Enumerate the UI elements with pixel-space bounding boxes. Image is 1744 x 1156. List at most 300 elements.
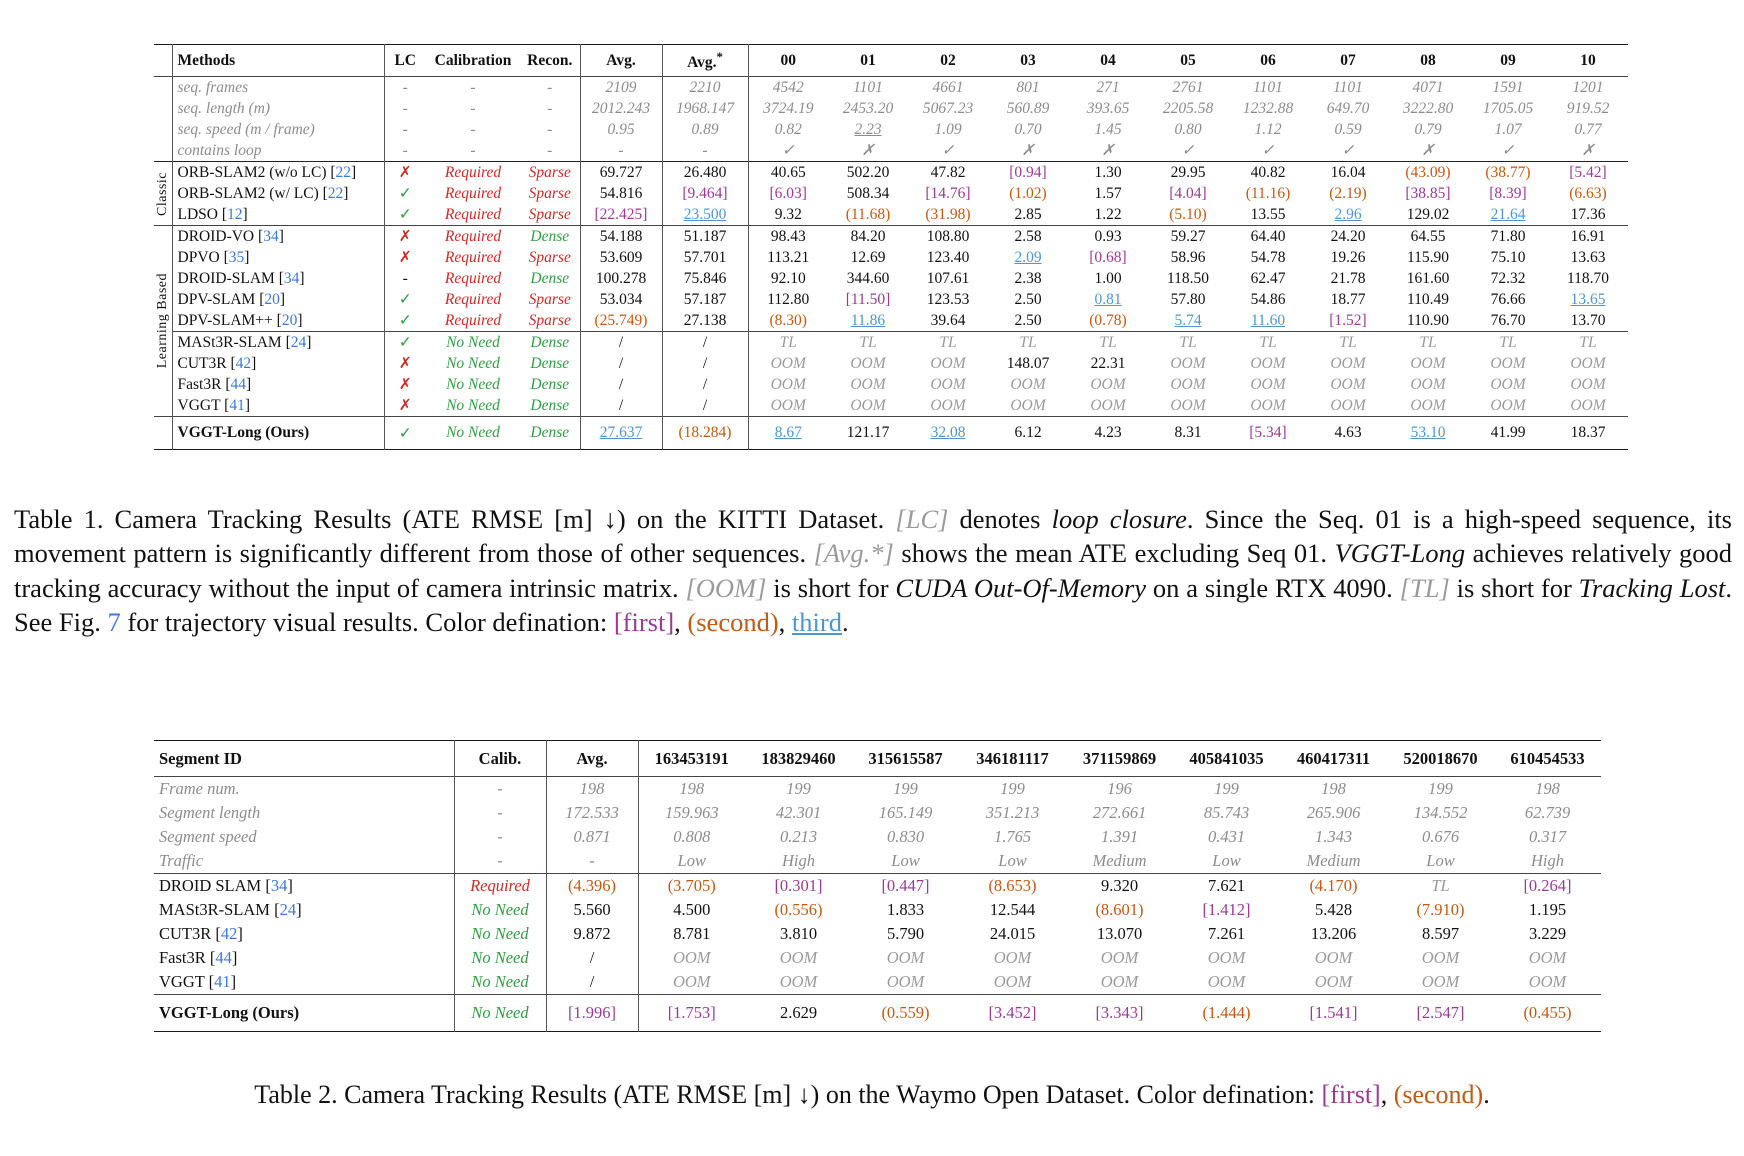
value-cell: 8.67: [748, 417, 828, 450]
value-cell: 198: [1280, 777, 1387, 802]
method-cell: VGGT [41]: [172, 395, 384, 417]
value-cell: 0.82: [774, 120, 802, 138]
col-header: 10: [1580, 51, 1596, 69]
value-cell: 113.21: [767, 248, 810, 266]
col-header: 346181117: [976, 748, 1049, 768]
value-cell: 172.533: [546, 801, 638, 825]
method-cell: Fast3R [44]: [172, 374, 384, 395]
value-cell: 2.629: [745, 995, 852, 1032]
citation-ref[interactable]: 44: [230, 375, 246, 393]
value-cell: -: [546, 849, 638, 874]
value-cell: Required: [426, 162, 520, 184]
col-header: Segment ID: [154, 741, 454, 777]
value-cell: 24.015: [989, 924, 1036, 943]
method-cell: VGGT [41]: [154, 970, 454, 995]
value-cell: Required: [444, 311, 502, 329]
method-name: DPVO: [177, 248, 220, 266]
value-cell: Required: [426, 226, 520, 248]
value-cell: OOM: [1410, 396, 1446, 414]
method-cell: CUT3R [42]: [172, 353, 384, 374]
method-cell: MASt3R-SLAM [24]: [154, 898, 454, 922]
value-cell: (1.02): [1009, 184, 1047, 202]
col-header: 02: [940, 51, 956, 69]
method-name: Fast3R: [159, 948, 206, 967]
value-cell: ✗: [398, 355, 412, 372]
value-cell: 0.213: [779, 827, 818, 846]
value-cell: 8.31: [1148, 417, 1228, 450]
value-cell: Sparse: [520, 183, 580, 204]
value-cell: 0.317: [1528, 827, 1567, 846]
method-name: DPV-SLAM++: [177, 311, 273, 329]
value-cell: (18.284): [662, 417, 748, 450]
value-cell: ✓: [1261, 142, 1275, 159]
value-cell: 54.816: [580, 183, 662, 204]
value-cell: -: [520, 140, 580, 162]
value-cell: No Need: [426, 417, 520, 450]
value-cell: 0.70: [1014, 120, 1042, 138]
method-name: VGGT: [159, 972, 205, 991]
method-name: VGGT-Long (Ours): [159, 1003, 300, 1022]
value-cell: OOM: [770, 354, 806, 372]
value-cell: OOM: [1207, 948, 1246, 967]
caption-link[interactable]: 7: [107, 607, 121, 638]
value-cell: [5.42]: [1548, 162, 1628, 184]
value-cell: No Need: [454, 922, 546, 946]
value-cell: 32.08: [908, 417, 988, 450]
value-cell: 198: [1494, 777, 1601, 802]
value-cell: 3.810: [779, 924, 818, 943]
table2-data-row: [154, 970, 1601, 995]
value-cell: 5.790: [886, 924, 925, 943]
method-name: MASt3R-SLAM: [177, 333, 282, 351]
info-label: Segment speed: [154, 825, 454, 849]
method-cell: Fast3R [44]: [154, 946, 454, 970]
value-cell: [0.264]: [1494, 874, 1601, 899]
value-cell: OOM: [1490, 354, 1526, 372]
value-cell: ✗: [1021, 142, 1035, 159]
value-cell: Required: [444, 290, 502, 308]
caption-text: achieves relatively good tracking accuracy without the input of camera intrinsic matrix.: [14, 538, 1732, 603]
value-cell: OOM: [1010, 375, 1046, 393]
table1-data-row: [154, 417, 1628, 450]
value-cell: 72.32: [1490, 269, 1526, 287]
citation-ref[interactable]: 22: [335, 163, 352, 181]
method-name: CUT3R: [177, 354, 227, 372]
caption-text: [first]: [613, 607, 675, 638]
value-cell: 134.552: [1413, 803, 1468, 822]
value-cell: 112.80: [767, 290, 810, 308]
citation-ref[interactable]: 35: [228, 248, 245, 266]
value-cell: 19.26: [1330, 248, 1366, 266]
value-cell: Dense: [520, 395, 580, 417]
value-cell: ✗: [1581, 142, 1595, 159]
value-cell: 54.86: [1250, 290, 1286, 308]
value-cell: 11.86: [850, 311, 886, 329]
value-cell: 54.78: [1250, 248, 1286, 266]
info-label: contains loop: [172, 140, 384, 162]
citation-ref[interactable]: 24: [279, 900, 297, 919]
value-cell: 1.57: [1094, 184, 1122, 202]
citation-ref[interactable]: 44: [215, 948, 232, 967]
value-cell: OOM: [1490, 375, 1526, 393]
value-cell: [38.85]: [1405, 184, 1451, 202]
table1-info-row: [154, 98, 1628, 119]
value-cell: OOM: [993, 972, 1032, 991]
value-cell: -: [402, 141, 408, 159]
value-cell: -: [454, 825, 546, 849]
value-cell: OOM: [1207, 972, 1246, 991]
value-cell: ✓: [1341, 142, 1355, 159]
value-cell: TL: [1148, 332, 1228, 354]
value-cell: (0.455): [1494, 995, 1601, 1032]
value-cell: ✓: [398, 185, 412, 202]
value-cell: TL: [1228, 332, 1308, 354]
value-cell: 0.80: [1174, 120, 1202, 138]
value-cell: 0.676: [1421, 827, 1460, 846]
value-cell: ✓: [398, 206, 412, 223]
col-header: Calib.: [454, 741, 546, 777]
value-cell: 11.60: [1250, 311, 1286, 329]
table1-caption: [14, 502, 1732, 640]
col-header: 08: [1420, 51, 1436, 69]
value-cell: 2.50: [1014, 290, 1042, 308]
value-cell: Required: [444, 248, 502, 266]
value-cell: OOM: [779, 948, 818, 967]
citation-ref[interactable]: 41: [214, 972, 231, 991]
method-cell: [172, 417, 384, 450]
value-cell: No Need: [454, 995, 546, 1032]
value-cell: 0.871: [546, 825, 638, 849]
value-cell: TL: [1387, 874, 1494, 899]
value-cell: 4.500: [673, 900, 711, 919]
value-cell: [0.447]: [852, 874, 959, 899]
table2-caption: [0, 1080, 1744, 1110]
method-cell: ORB-SLAM2 (w/ LC) [22]: [172, 183, 384, 204]
value-cell: 62.47: [1250, 269, 1286, 287]
method-cell: MASt3R-SLAM [24]: [172, 332, 384, 354]
citation-ref[interactable]: 20: [281, 311, 298, 329]
value-cell: TL: [988, 332, 1068, 354]
value-cell: 1232.88: [1242, 99, 1294, 117]
caption-text: (second): [1393, 1080, 1484, 1109]
citation-ref[interactable]: 42: [220, 924, 238, 943]
value-cell: 51.187: [662, 226, 748, 248]
value-cell: 393.65: [1086, 99, 1130, 117]
value-cell: OOM: [672, 948, 711, 967]
value-cell: 1.00: [1094, 269, 1122, 287]
value-cell: ✗: [861, 142, 875, 159]
value-cell: [8.39]: [1489, 184, 1527, 202]
value-cell: ✗: [398, 376, 412, 393]
value-cell: 75.10: [1490, 248, 1526, 266]
value-cell: 801: [988, 77, 1068, 99]
value-cell: ✓: [398, 312, 412, 329]
value-cell: 1.22: [1094, 205, 1122, 223]
value-cell: [11.50]: [845, 290, 891, 308]
caption-text: [LC]: [895, 504, 949, 534]
value-cell: -: [520, 98, 580, 119]
method-name: VGGT-Long (Ours): [177, 424, 310, 441]
value-cell: TL: [1468, 332, 1548, 354]
value-cell: 92.10: [770, 269, 806, 287]
value-cell: ✓: [1501, 142, 1515, 159]
value-cell: 42.301: [775, 803, 822, 822]
col-header: 03: [1020, 51, 1036, 69]
value-cell: 13.206: [1310, 924, 1357, 943]
citation-ref[interactable]: 22: [327, 184, 344, 202]
value-cell: /: [662, 395, 748, 417]
group-label: [154, 417, 172, 450]
value-cell: [6.03]: [769, 184, 807, 202]
value-cell: OOM: [672, 972, 711, 991]
citation-ref[interactable]: 41: [229, 396, 245, 414]
citation-ref[interactable]: 34: [283, 269, 300, 287]
value-cell: 62.739: [1524, 803, 1571, 822]
method-cell: LDSO [12]: [172, 204, 384, 226]
value-cell: 107.61: [926, 269, 970, 287]
value-cell: 1.833: [886, 900, 925, 919]
value-cell: 3724.19: [763, 99, 814, 117]
value-cell: 8.597: [1421, 924, 1460, 943]
value-cell: [3.343]: [1066, 995, 1173, 1032]
info-label: Segment length: [154, 801, 454, 825]
value-cell: [0.301]: [745, 874, 852, 899]
value-cell: 2210: [662, 77, 748, 99]
value-cell: (6.63): [1569, 184, 1607, 202]
value-cell: 58.96: [1170, 248, 1206, 266]
value-cell: Medium: [1092, 851, 1147, 870]
value-cell: 148.07: [1006, 354, 1050, 372]
value-cell: [3.452]: [959, 995, 1066, 1032]
method-cell: [154, 995, 454, 1032]
value-cell: OOM: [1570, 375, 1606, 393]
citation-ref[interactable]: 24: [290, 333, 307, 351]
value-cell: OOM: [1330, 396, 1366, 414]
kitti-results-table: [154, 44, 1628, 450]
value-cell: 76.66: [1490, 290, 1526, 308]
value-cell: 12.69: [850, 248, 886, 266]
value-cell: 13.70: [1570, 311, 1606, 329]
value-cell: OOM: [1410, 354, 1446, 372]
value-cell: 5.74: [1174, 311, 1202, 329]
value-cell: [1.52]: [1329, 311, 1367, 329]
value-cell: 199: [1173, 777, 1280, 802]
value-cell: 196: [1066, 777, 1173, 802]
value-cell: 59.27: [1148, 226, 1228, 248]
col-header: LC: [394, 51, 417, 69]
caption-link[interactable]: third: [791, 607, 842, 638]
value-cell: Dense: [520, 417, 580, 450]
value-cell: 76.70: [1490, 311, 1526, 329]
value-cell: 40.65: [748, 162, 828, 184]
value-cell: ✗: [1101, 142, 1115, 159]
value-cell: 9.872: [546, 922, 638, 946]
value-cell: 649.70: [1326, 99, 1370, 117]
value-cell: 9.32: [774, 205, 802, 223]
value-cell: /: [546, 946, 638, 970]
value-cell: 2109: [580, 77, 662, 99]
value-cell: 0.431: [1207, 827, 1246, 846]
value-cell: 6.12: [988, 417, 1068, 450]
value-cell: 53.609: [580, 247, 662, 268]
col-header: Calibration: [434, 51, 512, 69]
value-cell: OOM: [1090, 375, 1126, 393]
value-cell: 344.60: [846, 269, 890, 287]
value-cell: (7.910): [1416, 900, 1465, 919]
value-cell: 129.02: [1406, 205, 1450, 223]
value-cell: /: [580, 332, 662, 354]
value-cell: 919.52: [1566, 99, 1610, 117]
method-cell: DPV-SLAM [20]: [172, 289, 384, 310]
value-cell: 18.77: [1330, 290, 1366, 308]
value-cell: 2453.20: [842, 99, 894, 117]
citation-ref[interactable]: 34: [270, 876, 288, 895]
citation-ref[interactable]: 20: [264, 290, 280, 308]
value-cell: 1101: [828, 77, 908, 99]
value-cell: 2.96: [1334, 205, 1362, 223]
col-header: 163453191: [654, 748, 729, 768]
value-cell: 199: [1387, 777, 1494, 802]
caption-text: shows the mean ATE excluding Seq 01.: [893, 538, 1335, 569]
value-cell: -: [470, 141, 476, 159]
group-label: [154, 162, 172, 226]
value-cell: (5.10): [1169, 205, 1207, 223]
value-cell: OOM: [1421, 948, 1460, 967]
value-cell: 8.781: [673, 924, 711, 943]
caption-text: . See Fig.: [14, 572, 1733, 638]
value-cell: 16.04: [1308, 162, 1388, 184]
value-cell: OOM: [1170, 375, 1206, 393]
value-cell: 1.195: [1528, 900, 1567, 919]
value-cell: 351.213: [985, 803, 1040, 822]
value-cell: /: [546, 970, 638, 995]
method-name: DROID-VO: [177, 227, 255, 245]
value-cell: OOM: [770, 396, 806, 414]
value-cell: 5067.23: [922, 99, 974, 117]
value-cell: 2761: [1148, 77, 1228, 99]
col-header: Avg.: [580, 45, 662, 77]
value-cell: 84.20: [828, 226, 908, 248]
value-cell: [1.753]: [638, 995, 745, 1032]
value-cell: 121.17: [828, 417, 908, 450]
method-cell: CUT3R [42]: [154, 922, 454, 946]
caption-text: is short for: [1449, 572, 1579, 603]
caption-text: [TL]: [1399, 572, 1450, 603]
value-cell: (4.170): [1280, 874, 1387, 899]
method-cell: ORB-SLAM2 (w/o LC) [22]: [172, 162, 384, 184]
value-cell: 1591: [1468, 77, 1548, 99]
value-cell: (11.68): [845, 205, 891, 223]
col-header: 06: [1260, 51, 1276, 69]
value-cell: 2.85: [1014, 205, 1042, 223]
value-cell: 2.09: [1014, 248, 1042, 266]
method-cell: DPVO [35]: [172, 247, 384, 268]
value-cell: 53.10: [1388, 417, 1468, 450]
value-cell: 7.261: [1207, 924, 1246, 943]
value-cell: Dense: [520, 226, 580, 248]
value-cell: 123.40: [926, 248, 970, 266]
method-name: LDSO: [177, 205, 218, 223]
value-cell: 198: [546, 777, 638, 802]
method-name: Fast3R: [177, 375, 222, 393]
value-cell: -: [454, 777, 546, 802]
col-header: 315615587: [868, 748, 943, 768]
value-cell: 108.80: [908, 226, 988, 248]
value-cell: (8.653): [959, 874, 1066, 899]
value-cell: (8.30): [769, 311, 807, 329]
value-cell: 118.70: [1566, 269, 1610, 287]
citation-ref[interactable]: 34: [263, 227, 279, 245]
value-cell: 1101: [1228, 77, 1308, 99]
table2-header-row: [154, 741, 1601, 777]
value-cell: 64.40: [1228, 226, 1308, 248]
col-header: 405841035: [1189, 748, 1264, 768]
value-cell: 1101: [1308, 77, 1388, 99]
table1-data-row: [154, 183, 1628, 204]
citation-ref[interactable]: 42: [235, 354, 252, 372]
value-cell: (2.19): [1329, 184, 1367, 202]
value-cell: Medium: [1306, 851, 1361, 870]
value-cell: -: [402, 269, 408, 287]
value-cell: OOM: [1250, 396, 1286, 414]
value-cell: 13.070: [1096, 924, 1143, 943]
value-cell: TL: [748, 332, 828, 354]
value-cell: Required: [444, 269, 502, 287]
value-cell: 1.765: [993, 827, 1032, 846]
value-cell: OOM: [1528, 948, 1567, 967]
value-cell: ✗: [384, 226, 426, 248]
value-cell: 53.034: [580, 289, 662, 310]
value-cell: 159.963: [664, 803, 719, 822]
value-cell: 1201: [1548, 77, 1628, 99]
value-cell: 29.95: [1148, 162, 1228, 184]
value-cell: Low: [1426, 851, 1455, 870]
method-cell: DROID SLAM [34]: [154, 874, 454, 899]
caption-text: ,: [1380, 1080, 1394, 1109]
value-cell: [4.04]: [1169, 184, 1207, 202]
value-cell: OOM: [1570, 396, 1606, 414]
value-cell: OOM: [1314, 948, 1353, 967]
value-cell: OOM: [930, 375, 966, 393]
value-cell: 5.428: [1314, 900, 1353, 919]
table1-grid: [154, 44, 1628, 450]
value-cell: Sparse: [520, 247, 580, 268]
value-cell: OOM: [930, 354, 966, 372]
group-label-text: Classic: [154, 171, 170, 216]
value-cell: OOM: [1421, 972, 1460, 991]
value-cell: 271: [1068, 77, 1148, 99]
value-cell: Sparse: [520, 162, 580, 184]
citation-ref[interactable]: 12: [227, 205, 243, 223]
table2-info-row: [154, 801, 1601, 825]
value-cell: (38.77): [1468, 162, 1548, 184]
value-cell: 1.391: [1100, 827, 1139, 846]
value-cell: OOM: [850, 396, 886, 414]
value-cell: 47.82: [908, 162, 988, 184]
info-label: Frame num.: [154, 777, 454, 802]
value-cell: 0.808: [673, 827, 711, 846]
value-cell: TL: [1548, 332, 1628, 354]
value-cell: 13.63: [1570, 248, 1606, 266]
value-cell: 17.36: [1570, 205, 1606, 223]
value-cell: -: [454, 801, 546, 825]
value-cell: -: [454, 849, 546, 874]
value-cell: 4542: [748, 77, 828, 99]
value-cell: 23.500: [662, 204, 748, 226]
value-cell: OOM: [1410, 375, 1446, 393]
value-cell: /: [580, 395, 662, 417]
value-cell: 40.82: [1228, 162, 1308, 184]
